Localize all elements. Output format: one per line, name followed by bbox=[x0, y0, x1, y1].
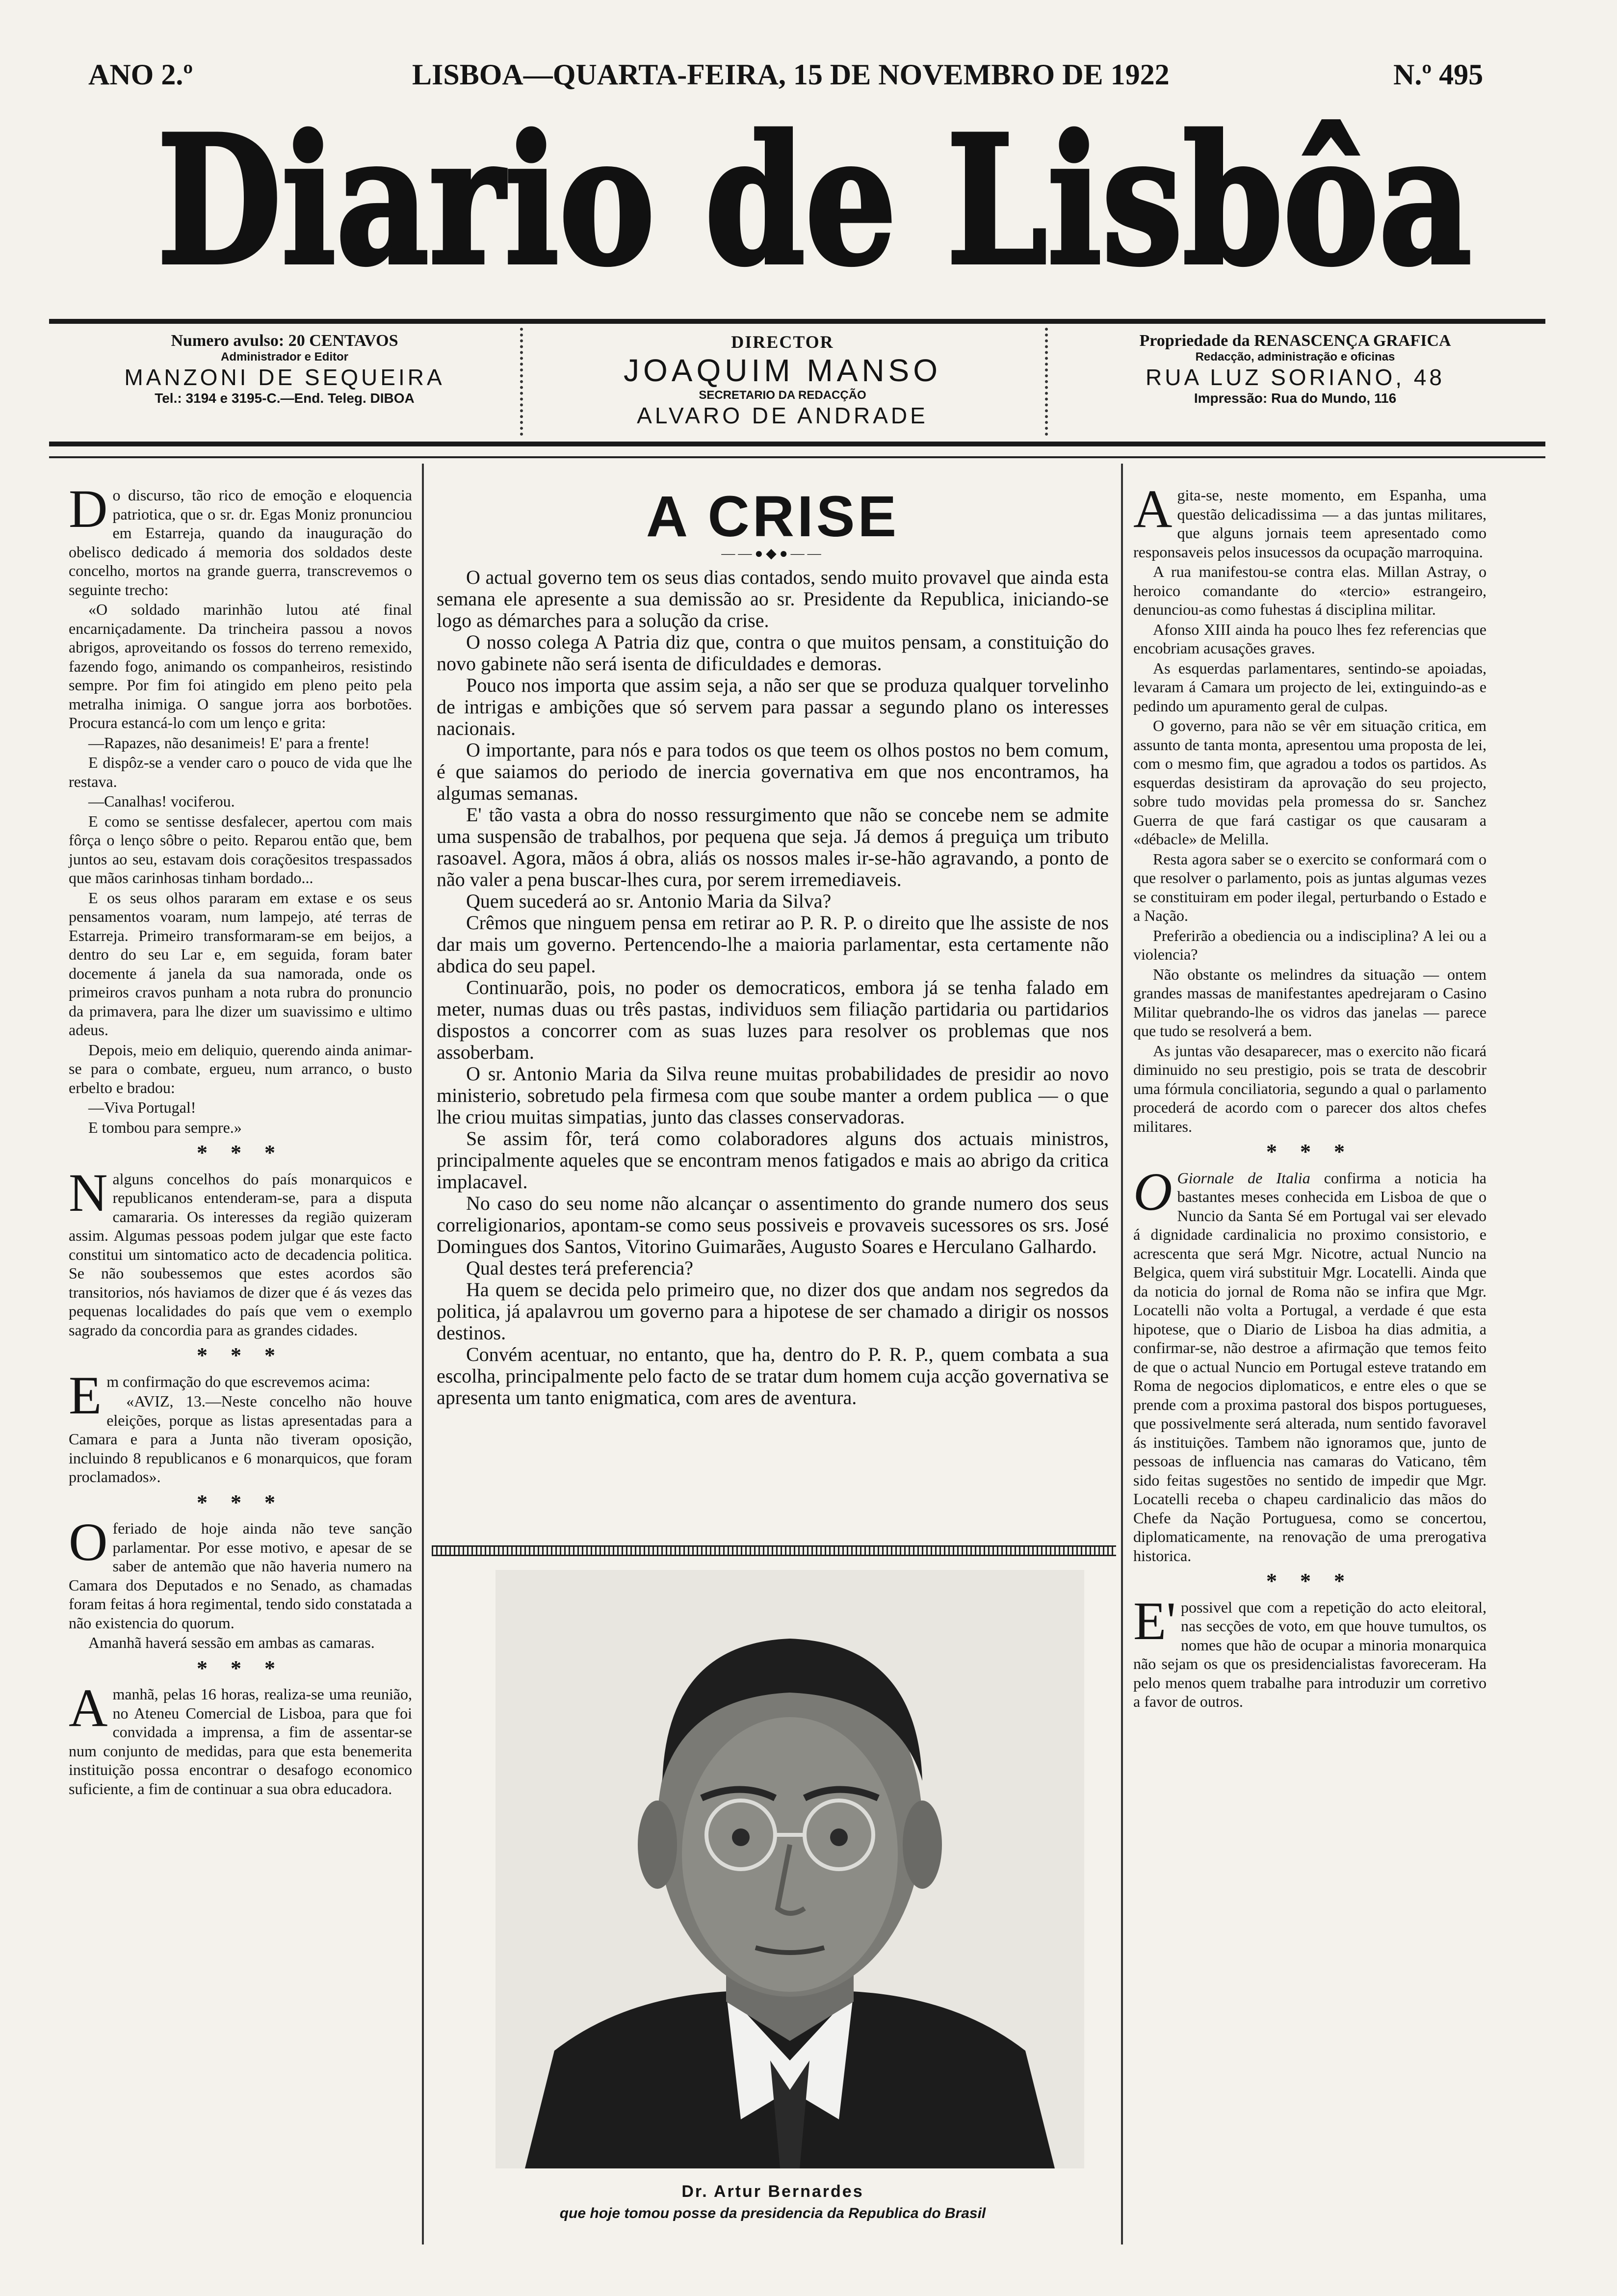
article-paragraph: O governo, para não se vêr em situação critica, em assunto de tanta monta, apresentou uma proposta de lei, com o mesmo fim, que agradou a todos os partidos. As esquerdas desistiram da aprovação do seu projecto, sobre tudo movidas pela promessa do sr. Sanchez Guerra de que fará castigar os que causaram a «débacle» de Melilla. bbox=[1133, 717, 1487, 848]
photo-caption-name: Dr. Artur Bernardes bbox=[681, 2182, 864, 2201]
info-property bbox=[1060, 332, 1531, 432]
right-column bbox=[1133, 479, 1487, 1712]
section-separator: * * * bbox=[197, 1656, 284, 1680]
info-divider bbox=[520, 328, 523, 436]
article-paragraph: As esquerdas parlamentares, sentindo-se apoiadas, levaram á Camara um projecto de lei, extinguindo-as e pedindo um apuramento geral de culpas. bbox=[1133, 659, 1487, 715]
section-separator: * * * bbox=[1266, 1140, 1354, 1164]
masthead-logo-graphic bbox=[147, 97, 1482, 304]
article-paragraph: Preferirão a obediencia ou a indisciplina? A lei ou a violencia? bbox=[1133, 926, 1487, 963]
article-paragraph: Não obstante os melindres da situação — ontem grandes massas de manifestantes apedrejaram o Casino Militar quebrando-lhe os vidros das janelas — parece que tudo se resolverá a bem. bbox=[1133, 965, 1487, 1040]
admin-role: Administrador e Editor bbox=[220, 350, 349, 364]
column-rule bbox=[1121, 464, 1123, 2244]
paragraph-body: confirma a noticia ha bastantes meses conhecida em Lisboa de que o Nuncio da Santa Sé em Portugal vai ser elevado á dignidade cardinalicia no proximo consistorio, e acrescenta que será Mgr. Nicotre, actual Nuncio na Belgica, quem virá substituir Mgr. Locatelli. Ainda que da noticia do jornal de Roma não se infira que Mgr. Locatelli não volta a Portugal, a verdade é que esta hipotese, que o Diario de Lisboa ha dias admitia, a confirmar-se, não destroe a afirmação que temos feito de que o actual Nuncio em Portugal esteve tratando em Roma de negocios diplomaticos, e entre eles o que se prende com a proxima pastoral dos bispos portugueses, que possivelmente será alterada, num sentido favoravel ás instituições. Tambem não ignoramos que, junto de pessoas de influencia nas camaras do Vaticano, têm sido feitas sugestões no sentido de impedir que Mgr. Locatelli receba o chapeu cardinalicio das mãos do Chefe da Nação Portuguesa, como se concertou, diplomaticamente, na renovação de uma prerogativa historica. bbox=[1133, 1169, 1487, 1565]
info-administration bbox=[64, 332, 505, 432]
article-paragraph: Amanhã, pelas 16 horas, realiza-se uma reunião, no Ateneu Comercial de Lisboa, para que foi convidada a imprensa, a fim de assentar-se num conjunto de medidas, para que esta benemerita instituição possa encontrar o desafogo economico suficiente, a fim de continuar a sua obra educadora. bbox=[69, 1678, 412, 1798]
portrait-image bbox=[496, 1570, 1084, 2168]
svg-text:Diario de Lisbôa: Diario de Lisbôa bbox=[157, 97, 1472, 304]
article-paragraph: A rua manifestou-se contra elas. Millan Astray, o heroico comandante do «tercio» estrangeiro, denunciou-as como fuhestas á disciplina militar. bbox=[1133, 563, 1487, 618]
article-paragraph: E como se sentisse desfalecer, apertou com mais fôrça o lenço sôbre o peito. Reparou então que, bem juntos ao seu, estavam dois coraçõesitos trespassados que mãos carinhosas tinham bordado... bbox=[69, 812, 412, 887]
center-column bbox=[437, 483, 1109, 1409]
info-director bbox=[535, 332, 1030, 432]
secretary-name: ALVARO DE ANDRADE bbox=[637, 403, 928, 428]
article-paragraph: Quem sucederá ao sr. Antonio Maria da Silva? bbox=[466, 890, 832, 912]
photo-caption-subtitle: que hoje tomou posse da presidencia da Republica do Brasil bbox=[559, 2205, 986, 2221]
article-paragraph: Continuarão, pois, no poder os democraticos, embora já se tenha falado em meter, numas duas ou três pastas, individuos sem filiação partidaria ou partidarios dispostos a concorrer com as suas luzes para resolver os problemas que nos assoberbam. bbox=[437, 976, 1109, 1063]
article-paragraph: Do discurso, tão rico de emoção e eloquencia patriotica, que o sr. dr. Egas Moniz pronunciou em Estarreja, quando da inauguração do obelisco dedicado á memoria dos soldados deste concelho, mortos na grande guerra, transcrevemos o seguinte trecho: bbox=[69, 479, 412, 599]
article-paragraph: O sr. Antonio Maria da Silva reune muitas probabilidades de presidir ao novo ministerio, sobretudo pela firmesa com que soube manter a ordem publica — o que lhe criou muitas simpatias, junto das classes conservadoras. bbox=[437, 1063, 1109, 1128]
article-paragraph: Oferiado de hoje ainda não teve sanção parlamentar. Por esse motivo, e apesar de se saber de antemão que não haveria numero na Camara dos Deputados e no Senado, as chamadas foram feitas á hora regimental, tendo sido constatada a não existencia do quorum. bbox=[69, 1512, 412, 1632]
article-paragraph: Depois, meio em deliquio, querendo ainda animar-se para o combate, ergueu, num arranco, o busto erbelto e bradou: bbox=[69, 1041, 412, 1096]
article-paragraph: O nosso colega A Patria diz que, contra o que muitos pensam, a constituição do novo gabinete não será isenta de dificuldades e demoras. bbox=[437, 631, 1109, 675]
admin-name: MANZONI DE SEQUEIRA bbox=[124, 365, 445, 390]
office-address: RUA LUZ SORIANO, 48 bbox=[1146, 365, 1445, 390]
article-paragraph: O actual governo tem os seus dias contados, sendo muito provavel que ainda esta semana ele apresente a sua demissão ao sr. Presidente da Republica, iniciando-se logo as démarches para a solução da crise. bbox=[437, 566, 1109, 631]
headline: A CRISE bbox=[646, 484, 900, 549]
article-paragraph: «AVIZ, 13.—Neste concelho não houve eleições, porque as listas apresentadas para a Camara e para a Junta não tiveram oposição, incluindo 8 republicanos e 6 monarquicos, que foram proclamados». bbox=[69, 1392, 412, 1486]
price-label: Numero avulso: 20 CENTAVOS bbox=[171, 332, 398, 350]
article-paragraph: E dispôz-se a vender caro o pouco de vida que lhe restava. bbox=[69, 754, 412, 790]
article-paragraph: —Rapazes, não desanimeis! E' para a frente! bbox=[88, 733, 370, 752]
article-paragraph: Convém acentuar, no entanto, que ha, dentro do P. R. P., quem combata a sua escolha, principalmente pelo facto de se tratar dum homem cuja acção governativa se apresenta um tanto enigmatica, com ares de aventura. bbox=[437, 1343, 1109, 1409]
article-paragraph: Pouco nos importa que assim seja, a não ser que se produza qualquer torvelinho de intrigas e ambições que só servem para passar a segundo plano os interesses nacionais. bbox=[437, 674, 1109, 739]
section-separator: * * * bbox=[197, 1141, 284, 1165]
director-name: JOAQUIM MANSO bbox=[623, 353, 942, 388]
owner-label: Propriedade da RENASCENÇA GRAFICA bbox=[1139, 332, 1451, 350]
article-paragraph: Amanhã haverá sessão em ambas as camaras. bbox=[88, 1634, 375, 1651]
article-paragraph: Afonso XIII ainda ha pouco lhes fez referencias que encobriam acusações graves. bbox=[1133, 620, 1487, 657]
newspaper-name: OGiornale de Italia bbox=[1133, 1161, 1310, 1222]
issue-number: N.º 495 bbox=[1393, 58, 1484, 91]
secretary-role: SECRETARIO DA REDACÇÃO bbox=[699, 389, 866, 402]
dateline-row bbox=[74, 58, 1526, 102]
article-paragraph: Crêmos que ninguem pensa em retirar ao P. R. P. o direito que lhe assiste de nos dar mais um governo. Pertencendo-lhe a maioria parlamentar, esta certamente não abdica do seu papel. bbox=[437, 912, 1109, 977]
print-address: Impressão: Rua do Mundo, 116 bbox=[1194, 391, 1397, 406]
article-paragraph: Nalguns concelhos do país monarquicos e republicanos entenderam-se, para a disputa camararia. Os interesses da região quizeram assim. Algumas pessoas podem julgar que este facto constitui um sintomatico acto de decadencia politica. Se não soubessemos que estes acordos são transitorios, nós haviamos de dizer que é ás vezes das pequenas localidades do país que vem o exemplo sagrado da concordia para as grandes cidades. bbox=[69, 1162, 412, 1339]
section-separator: * * * bbox=[1266, 1569, 1354, 1593]
article-paragraph: Agita-se, neste momento, em Espanha, uma questão delicadissima — a das juntas militares, que alguns jornais teem apresentado como responsaveis pelos insucessos da ocupação marroquina. bbox=[1133, 479, 1487, 561]
masthead-logo bbox=[147, 97, 1482, 304]
article-paragraph: Em confirmação do que escrevemos acima: bbox=[69, 1365, 370, 1425]
headline-ornament: ——●◆●—— bbox=[721, 546, 824, 561]
column-rule bbox=[422, 464, 424, 2244]
date-label: LISBOA—QUARTA-FEIRA, 15 DE NOVEMBRO DE 1922 bbox=[412, 58, 1170, 91]
admin-phones: Tel.: 3194 e 3195-C.—End. Teleg. DIBOA bbox=[155, 391, 415, 406]
article-paragraph bbox=[1133, 1161, 1487, 1565]
info-divider bbox=[1045, 328, 1048, 436]
left-column bbox=[69, 479, 412, 1799]
portrait-photo bbox=[496, 1570, 1084, 2168]
office-role: Redacção, administração e oficinas bbox=[1195, 350, 1395, 364]
article-paragraph: Se assim fôr, terá como colaboradores alguns dos actuais ministros, principalmente aqueles que se encontram menos fatigados e mais ao abrigo da critica implacavel. bbox=[437, 1127, 1109, 1193]
crise-article bbox=[437, 567, 1109, 1409]
article-paragraph: E tombou para sempre.» bbox=[88, 1118, 242, 1136]
article-paragraph: —Canalhas! vociferou. bbox=[88, 792, 235, 810]
article-paragraph: E os seus olhos pararam em extase e os seus pensamentos voaram, num lampejo, até terras de Estarreja. Primeiro transformaram-se em beijos, a dentro do seu Lar e, em seguida, foram bater docemente á janela da sua namorada, onde os primeiros cravos punham a nota rubra do pronuncio da primavera, para lhe dizer um suavissimo e ultimo adeus. bbox=[69, 888, 412, 1039]
article-paragraph: Ha quem se decida pelo primeiro que, no dizer dos que andam nos segredos da politica, já apalavrou um governo para a hipotese de ser chamado a dirigir os nossos destinos. bbox=[437, 1278, 1109, 1344]
top-rule bbox=[49, 456, 1545, 458]
article-paragraph: «O soldado marinhão lutou até final encarniçadamente. Da trincheira passou a novos abrigos, aproveitando os fossos do terreno remexido, fazendo fogo, animando os companheiros, resistindo sempre. Por fim foi atingido em pleno peito pela metralha inimiga. O sangue jorra aos borbotões. Procura estancá-lo com um lenço e grita: bbox=[69, 600, 412, 731]
director-title: DIRECTOR bbox=[731, 332, 834, 352]
section-separator: * * * bbox=[197, 1490, 284, 1514]
year-label: ANO 2.º bbox=[88, 58, 193, 91]
article-paragraph: Qual destes terá preferencia? bbox=[466, 1257, 694, 1279]
article-paragraph: E' tão vasta a obra do nosso ressurgimento que não se concebe nem se admite uma suspensão de trabalhos, por pequena que seja. Já demos á preguiça um tributo rasoavel. Agora, mãos á obra, aliás os nossos males ir-se-hão agravando, a ponto de não valer a pena buscar-lhes cura, por serem irremediaveis. bbox=[437, 804, 1109, 890]
article-paragraph: —Viva Portugal! bbox=[88, 1098, 196, 1116]
info-band bbox=[49, 319, 1545, 446]
article-paragraph: Resta agora saber se o exercito se conformará com o que resolver o parlamento, pois as juntas algumas vezes se constituiram em poder ilegal, perturbando o Estado e a Nação. bbox=[1133, 850, 1487, 924]
section-separator: * * * bbox=[197, 1343, 284, 1367]
article-paragraph: No caso do seu nome não alcançar o assentimento do grande numero dos seus correligionarios, apontam-se como seus possiveis e provaveis sucessores os srs. José Domingues dos Santos, Vitorino Guimarães, Augusto Soares e Herculano Galhardo. bbox=[437, 1192, 1109, 1257]
article-paragraph: As juntas vão desaparecer, mas o exercito não ficará diminuido no seu prestigio, pois se trata de descobrir uma fórmula conciliatoria, segundo a qual o parlamento procederá de acordo com o parecer dos altos chefes militares. bbox=[1133, 1042, 1487, 1135]
article-paragraph: E'possivel que com a repetição do acto eleitoral, nas secções de voto, em que houve tumultos, os nomes que hão de ocupar a minoria monarquica não sejam os que os presidencialistas favoreceram. Ha pelo menos quem trabalhe para introduzir um corretivo a favor de outros. bbox=[1133, 1591, 1487, 1710]
article-paragraph: O importante, para nós e para todos os que teem os olhos postos no bem comum, é que saiamos do periodo de inercia governativa em que nos encontramos, ha algumas semanas. bbox=[437, 739, 1109, 804]
photo-border-band bbox=[432, 1545, 1116, 1556]
